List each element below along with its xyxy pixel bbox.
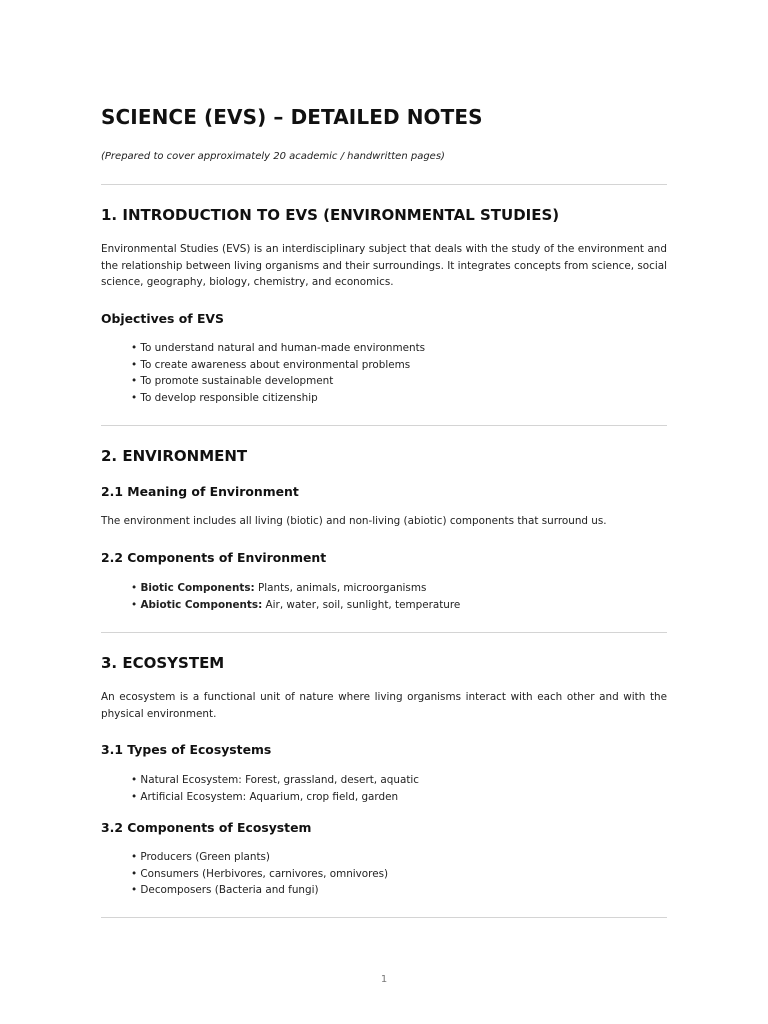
environment-components-list [131,580,460,613]
document-subtitle: (Prepared to cover approximately 20 academic / handwritten pages) [101,151,445,162]
list-item: • Producers (Green plants) [131,851,270,863]
objectives-list [131,340,425,406]
list-item: • Natural Ecosystem: Forest, grassland, desert, aquatic [131,774,419,786]
list-item: • To understand natural and human-made environments [131,342,426,354]
subsection-heading-objectives: Objectives of EVS [101,311,224,326]
list-bullet: • [131,582,141,594]
document-title: SCIENCE (EVS) – DETAILED NOTES [101,105,483,129]
section-heading-ecosystem: 3. ECOSYSTEM [101,654,225,672]
ecosystem-paragraph: An ecosystem is a functional unit of nature where living organisms interact with each other and with the physical environment. [101,691,667,720]
section-divider [101,917,667,918]
list-item: • To promote sustainable development [131,375,334,388]
ecosystem-components-list [131,849,388,899]
introduction-paragraph: Environmental Studies (EVS) is an interdisciplinary subject that deals with the study of the environment and the relationship between living organisms and their surroundings. It integrates concepts from science, social science, geography, biology, chemistry, and economics. [101,243,667,288]
subsection-heading-components-environment: 2.2 Components of Environment [101,550,327,565]
list-bullet: • [131,598,141,611]
ecosystem-types-list [131,772,419,805]
list-item: • To create awareness about environmental problems [131,358,411,371]
list-item-text: Plants, animals, microorganisms [254,582,427,594]
subsection-heading-components-ecosystem: 3.2 Components of Ecosystem [101,820,312,835]
page-number: 1 [380,974,388,985]
subsection-heading-meaning: 2.1 Meaning of Environment [101,484,299,499]
section-heading-environment: 2. ENVIRONMENT [101,447,248,465]
section-divider [101,632,667,633]
section-heading-introduction: 1. INTRODUCTION TO EVS (ENVIRONMENTAL STUDIES) [101,206,560,224]
list-item-text: Air, water, soil, sunlight, temperature [262,598,461,611]
meaning-paragraph: The environment includes all living (biotic) and non-living (abiotic) components that surround us. [101,515,607,527]
section-divider [101,425,667,426]
list-item: • Consumers (Herbivores, carnivores, omnivores) [131,867,389,880]
list-item [131,597,460,614]
list-item-label: Biotic Components: [140,582,255,594]
list-item [131,580,460,597]
list-item: • Artificial Ecosystem: Aquarium, crop field, garden [131,790,399,803]
section-divider [101,184,667,185]
document-page [101,0,667,1024]
list-item-label: Abiotic Components: [140,598,263,611]
list-item: • Decomposers (Bacteria and fungi) [131,884,319,897]
list-item: • To develop responsible citizenship [131,391,318,404]
subsection-heading-types-ecosystems: 3.1 Types of Ecosystems [101,742,272,757]
